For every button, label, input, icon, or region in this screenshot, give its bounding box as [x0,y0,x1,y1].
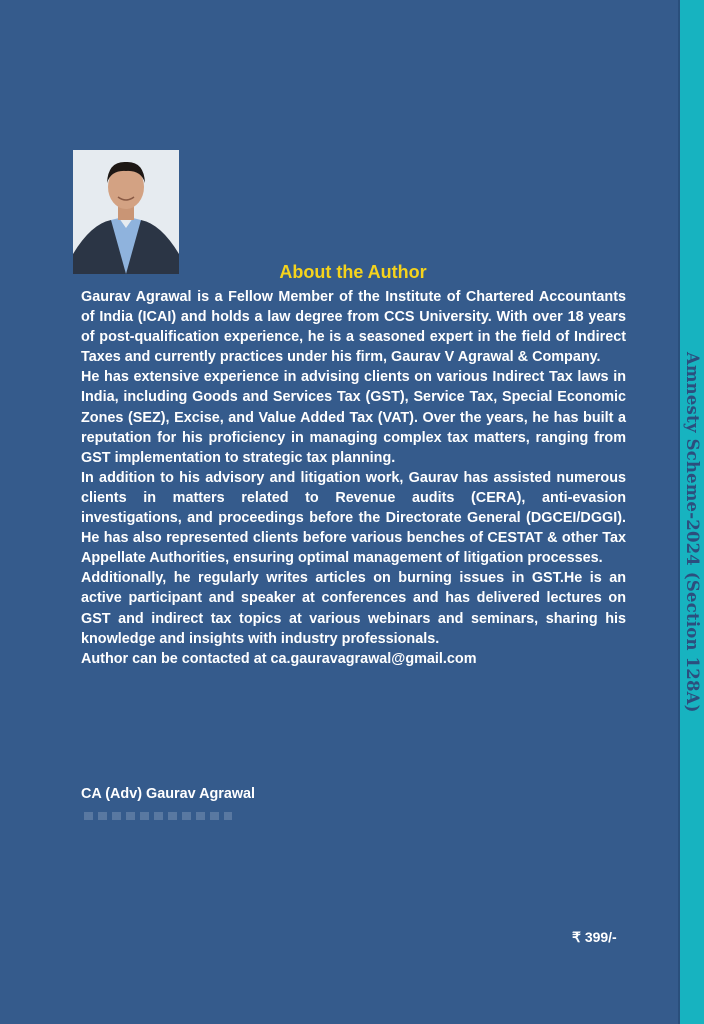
author-bio [81,287,626,669]
price-tag [572,929,617,946]
about-author-heading: About the Author [279,262,427,282]
rupee-symbol: ₹ [572,929,581,945]
price-amount: 399/- [584,929,617,945]
bio-paragraph: In addition to his advisory and litigation work, Gaurav has assisted numerous clients in matters related to Revenue audits (CERA), anti-evasion investigations, and proceedings before the Directorate General (DGCEI/DGGI). He has also represented clients before various benches of CESTAT & other Tax Appellate Authorities, ensuring optimal management of litigation processes. [81,469,626,567]
faded-subtitle [84,812,232,820]
bio-paragraph: He has extensive experience in advising clients on various Indirect Tax laws in India, including Goods and Services Tax (GST), Service Tax, Special Economic Zones (SEZ), Excise, and Value Added Tax (VAT). Over the years, he has built a reputation for his proficiency in managing complex tax matters, ranging from GST implementation to strategic tax planning. [81,369,626,466]
author-portrait-icon [73,150,179,274]
author-contact: Author can be contacted at ca.gauravagrawal@gmail.com [81,650,477,667]
bio-paragraph: Gaurav Agrawal is a Fellow Member of the Institute of Chartered Accountants of India (ICAI) and holds a law degree from CCS University. With over 18 years of post-qualification experience, he is a seasoned expert in the field of Indirect Taxes and currently practices under his firm, Gaurav V Agrawal & Company. [81,289,626,366]
bio-paragraph: Additionally, he regularly writes articles on burning issues in GST.He is an active participant and speaker at conferences and has delivered lectures on GST and indirect tax topics at various webinars and seminars, sharing his knowledge and insights with industry professionals. [81,570,626,647]
author-signature: CA (Adv) Gaurav Agrawal [81,786,256,802]
author-photo [73,150,179,274]
spine-title: Amnesty Scheme-2024 (Section 128A) [683,352,702,713]
